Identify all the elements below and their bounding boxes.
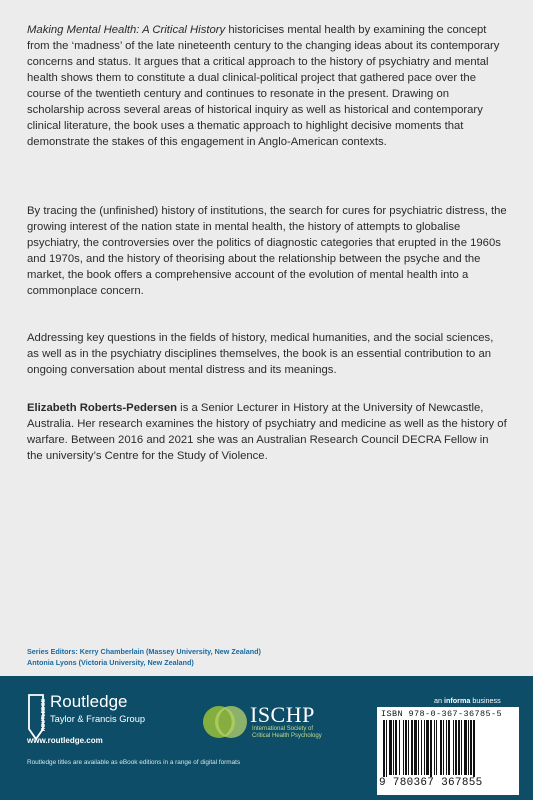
barcode-bar bbox=[393, 720, 394, 775]
barcode-bar bbox=[464, 720, 467, 775]
barcode-bar bbox=[470, 720, 472, 775]
ischp-subtitle-line: Critical Health Psychology bbox=[252, 733, 322, 739]
author-name: Elizabeth Roberts-Pedersen bbox=[27, 402, 178, 414]
barcode-bar bbox=[421, 720, 422, 775]
ischp-name: ISCHP bbox=[250, 702, 315, 727]
ebook-note: Routledge titles are available as eBook editions in a range of digital formats bbox=[27, 759, 241, 766]
ischp-subtitle-line: International Society of bbox=[252, 726, 314, 732]
book-title-italic: Making Mental Health: A Critical History bbox=[27, 24, 226, 36]
series-editor-line: Antonia Lyons (Victoria University, New Zealand) bbox=[27, 658, 194, 667]
barcode-bar bbox=[411, 720, 413, 775]
isbn-text: ISBN 978-0-367-36785-5 bbox=[381, 709, 503, 719]
barcode-bar bbox=[458, 720, 460, 775]
description-paragraph-1 bbox=[27, 22, 507, 150]
ischp-logo-icon bbox=[200, 697, 250, 747]
ischp-subtitle bbox=[252, 726, 342, 740]
informa-suffix: business bbox=[470, 696, 501, 705]
barcode-bar bbox=[473, 720, 475, 782]
routledge-logo-icon bbox=[27, 693, 45, 741]
barcode-bar bbox=[436, 720, 437, 775]
description-text: Addressing key questions in the fields of history, medical humanities, and the social sciences, as well as in the psychiatry disciplines themselves, the book is an essential contribution to an ongoing conversation about mental distress and its meanings. bbox=[27, 332, 494, 376]
barcode-bar bbox=[424, 720, 425, 775]
barcode-bar bbox=[440, 720, 442, 775]
barcode-bars bbox=[381, 720, 515, 782]
barcode-bar bbox=[408, 720, 409, 775]
description-paragraph-3 bbox=[27, 330, 507, 378]
series-editors bbox=[27, 646, 261, 668]
barcode-bar bbox=[468, 720, 469, 775]
informa-tag bbox=[434, 696, 501, 705]
barcode-bar bbox=[448, 720, 450, 775]
barcode-number: 9 780367 367855 bbox=[379, 777, 483, 789]
barcode-bar bbox=[414, 720, 417, 775]
publisher-url: www.routledge.com bbox=[27, 736, 103, 745]
informa-brand: informa bbox=[444, 696, 471, 705]
barcode-bar bbox=[426, 720, 429, 775]
barcode-box bbox=[377, 707, 519, 795]
author-bio-text: is a Senior Lecturer in History at the University of Newcastle, Australia. Her research examines the history of psychiatry and medicine as well as the history of warfare. Between 2016 and 2021 she was an Australian Research Council DECRA Fellow in the university’s Centre for the Study of Violence. bbox=[27, 402, 507, 462]
barcode-bar bbox=[461, 720, 462, 775]
barcode-bar bbox=[446, 720, 447, 775]
description-text: By tracing the (unfinished) history of institutions, the search for cures for psychiatric distress, the growing interest of the nation state in mental health, the history of attempts to globalise psychiatry, the controversies over the politics of diagnostic categories that erupted in the 1960s and 1970s, and the history of theorising about the relationship between the psyche and the market, the book offers a comprehensive account of the evolution of mental health into a commonplace concern. bbox=[27, 205, 507, 297]
barcode-bar bbox=[455, 720, 457, 775]
barcode-bar bbox=[405, 720, 407, 775]
barcode-bar bbox=[386, 720, 387, 782]
barcode-bar bbox=[418, 720, 419, 775]
barcode-bar bbox=[443, 720, 444, 775]
barcode-bar bbox=[395, 720, 397, 775]
author-bio bbox=[27, 400, 507, 464]
informa-prefix: an bbox=[434, 696, 444, 705]
barcode-bar bbox=[389, 720, 392, 775]
routledge-logo-text: ROUTLEDGE bbox=[41, 698, 47, 732]
barcode-bar bbox=[453, 720, 454, 775]
barcode-bar bbox=[403, 720, 404, 775]
series-editor-line: Series Editors: Kerry Chamberlain (Massey University, New Zealand) bbox=[27, 647, 261, 656]
publisher-name: Routledge bbox=[50, 692, 128, 711]
barcode-bar bbox=[430, 720, 432, 782]
description-paragraph-2 bbox=[27, 203, 507, 299]
publisher-subtitle: Taylor & Francis Group bbox=[50, 714, 146, 724]
barcode-bar bbox=[383, 720, 385, 782]
description-text: historicises mental health by examining the concept from the ‘madness’ of the late nineteenth century to the changing ideas about its contemporary concerns and status. It argues that a critical approach to the history of psychiatry and mental health shows them to constitute a dual clinical-political project that gathered pace over the course of the twentieth century and continues to resonate in the present. Drawing on scholarship across several areas of historical inquiry as well as historical and contemporary clinical literature, the book uses a thematic approach to highlight decisive moments that demonstrate the stakes of this engagement in Anglo-American contexts. bbox=[27, 24, 500, 148]
barcode-bar bbox=[434, 720, 435, 775]
barcode-bar bbox=[399, 720, 400, 775]
